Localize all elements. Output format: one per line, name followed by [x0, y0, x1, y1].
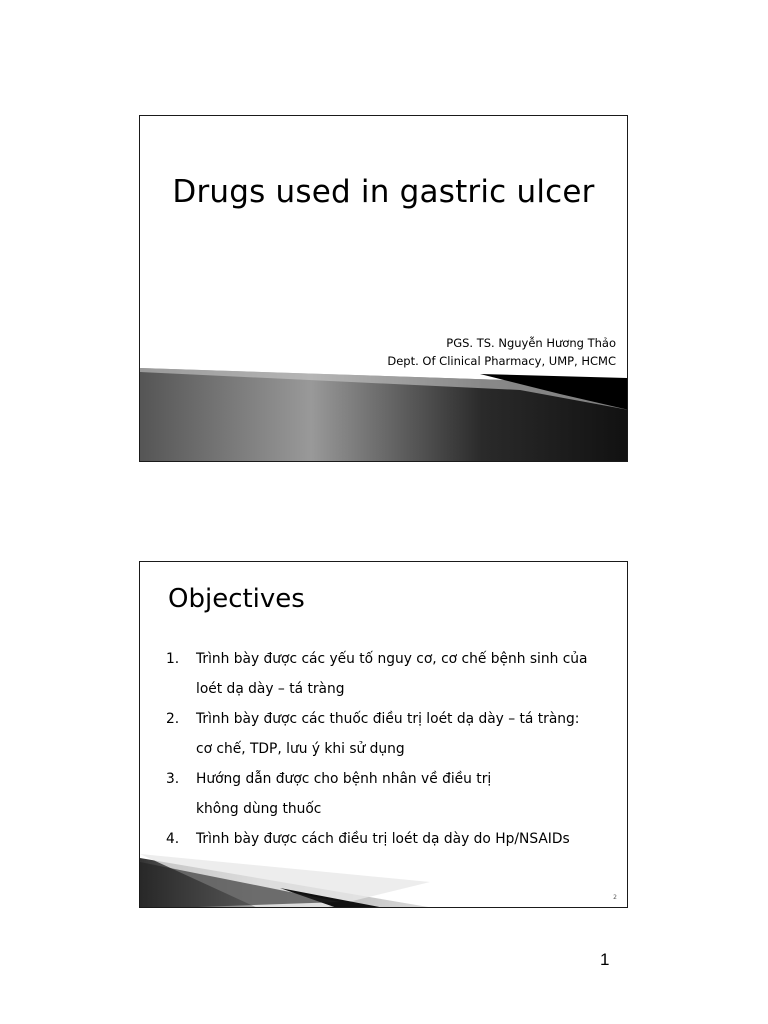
- list-text: Hướng dẫn được cho bệnh nhân về điều trị: [196, 771, 492, 787]
- list-number: 4.: [166, 831, 180, 847]
- slide-title: Objectives: [168, 584, 305, 614]
- page-number: 1: [600, 950, 610, 969]
- slide-number: 2: [613, 894, 617, 901]
- list-number: 1.: [166, 651, 180, 667]
- list-item: [166, 764, 626, 824]
- list-text: loét dạ dày – tá tràng: [196, 681, 345, 697]
- list-number: 2.: [166, 711, 180, 727]
- objectives-slide: [139, 561, 628, 908]
- author-block: [387, 334, 616, 370]
- list-text: không dùng thuốc: [196, 801, 322, 817]
- list-text: Trình bày được các yếu tố nguy cơ, cơ chế bệnh sinh của: [196, 651, 588, 667]
- objectives-list: [166, 644, 626, 854]
- list-item: [166, 644, 626, 704]
- author-affiliation: Dept. Of Clinical Pharmacy, UMP, HCMC: [387, 354, 616, 368]
- list-text: Trình bày được cách điều trị loét dạ dày do Hp/NSAIDs: [196, 831, 570, 847]
- title-slide: [139, 115, 628, 462]
- list-text: Trình bày được các thuốc điều trị loét dạ dày – tá tràng:: [196, 711, 580, 727]
- author-name: PGS. TS. Nguyễn Hương Thảo: [446, 336, 616, 350]
- slide-swoosh-decoration: [140, 116, 628, 462]
- list-item: [166, 824, 626, 854]
- list-number: 3.: [166, 771, 180, 787]
- list-text: cơ chế, TDP, lưu ý khi sử dụng: [196, 741, 405, 757]
- slide-title: Drugs used in gastric ulcer: [172, 174, 595, 210]
- list-item: [166, 704, 626, 764]
